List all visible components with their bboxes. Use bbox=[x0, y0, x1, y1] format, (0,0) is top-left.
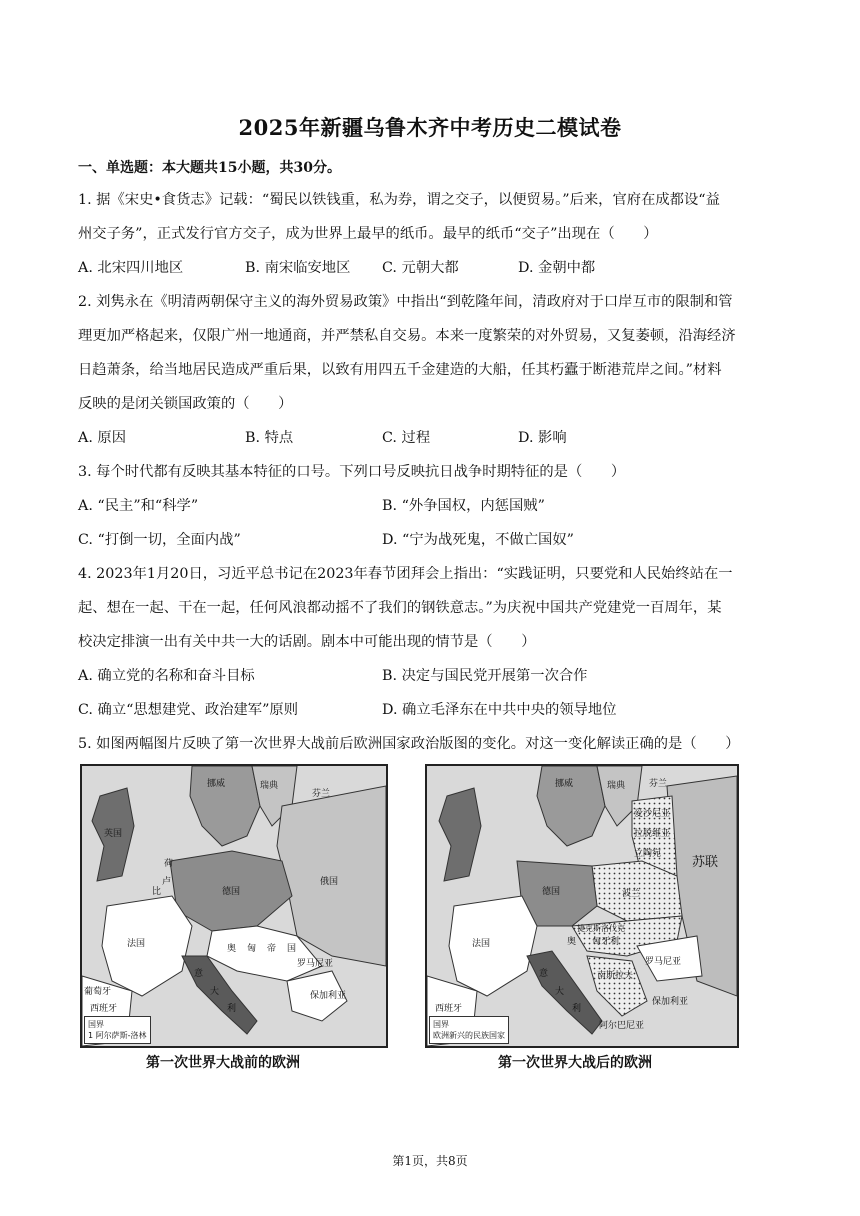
q4-option-d: D. 确立毛泽东在中共中央的领导地位 bbox=[382, 702, 617, 718]
map1-label-uk: 英国 bbox=[104, 829, 123, 839]
page-title: 2025年新疆乌鲁木齐中考历史二模试卷 bbox=[238, 115, 622, 140]
q1-option-a: A. 北宋四川地区 bbox=[78, 260, 184, 276]
q1-option-b: B. 南宋临安地区 bbox=[245, 260, 351, 276]
map2-label-finland: 芬兰 bbox=[649, 779, 668, 789]
section-heading: 一、单选题：本大题共15小题，共30分。 bbox=[78, 160, 341, 176]
map2-caption: 第一次世界大战后的欧洲 bbox=[498, 1055, 652, 1071]
map1-label-sweden: 瑞典 bbox=[260, 781, 279, 791]
map2-label-hungary: 匈牙利 bbox=[592, 937, 620, 947]
map2-label-albania: 阿尔巴尼亚 bbox=[599, 1021, 645, 1031]
map1-label-au-1: 奥 bbox=[227, 944, 237, 954]
map2-label-latvia: 拉脱维亚 bbox=[634, 829, 671, 839]
map2-label-spain: 西班牙 bbox=[435, 1004, 463, 1014]
q4-option-c: C. 确立“思想建党、政治建军”原则 bbox=[78, 702, 298, 718]
q2-option-d: D. 影响 bbox=[518, 430, 567, 446]
map1-label-au-2: 匈 bbox=[247, 944, 257, 954]
q4-option-b: B. 决定与国民党开展第一次合作 bbox=[382, 668, 588, 684]
map1-label-italy-3: 利 bbox=[227, 1004, 237, 1014]
map1-label-romania: 罗马尼亚 bbox=[297, 959, 334, 969]
q4-line-3: 校决定排演一出有关中共一大的话剧。剧本中可能出现的情节是（ ） bbox=[78, 634, 536, 650]
map2-label-estonia: 爱沙尼亚 bbox=[634, 809, 671, 819]
q5-line-1: 5. 如图两幅图片反映了第一次世界大战前后欧洲国家政治版图的变化。对这一变化解读正确的是（ ） bbox=[78, 736, 740, 752]
q2-option-c: C. 过程 bbox=[382, 430, 431, 446]
q2-option-a: A. 原因 bbox=[78, 430, 127, 446]
map1-legend-alsace: 1 阿尔萨斯-洛林 bbox=[88, 1031, 147, 1040]
map2-legend-new-states: 欧洲新兴的民族国家 bbox=[433, 1031, 505, 1040]
q1-option-d: D. 金朝中都 bbox=[518, 260, 596, 276]
map2-label-norway: 挪威 bbox=[555, 779, 574, 789]
q3-option-d: D. “宁为战死鬼，不做亡国奴” bbox=[382, 532, 574, 548]
q2-line-1: 2. 刘隽永在《明清两朝保守主义的海外贸易政策》中指出“到乾隆年间，清政府对于口岸互市的限制和管 bbox=[78, 294, 733, 310]
map1-label-spain: 西班牙 bbox=[90, 1004, 118, 1014]
map2-label-austria: 奥 bbox=[567, 937, 577, 947]
map1-caption: 第一次世界大战前的欧洲 bbox=[146, 1055, 300, 1071]
map1-label-germany: 德国 bbox=[222, 887, 241, 897]
q3-option-c: C. “打倒一切，全面内战” bbox=[78, 532, 241, 548]
map2-label-ussr: 苏联 bbox=[692, 855, 719, 870]
q4-line-1: 4. 2023年1月20日，习近平总书记在2023年春节团拜会上指出：“实践证明，只要党和人民始终站在一 bbox=[78, 566, 733, 582]
map1-label-finland: 芬兰 bbox=[312, 789, 331, 799]
map1-label-au-3: 帝 bbox=[267, 944, 277, 954]
map1-label-be: 比 bbox=[152, 887, 162, 897]
map1-label-lu: 卢 bbox=[162, 877, 172, 887]
q1-line-1: 1. 据《宋史•食货志》记载：“蜀民以铁钱重，私为券，谓之交子，以便贸易。”后来，官府在成都设“益 bbox=[78, 192, 720, 208]
map2-label-italy-3: 利 bbox=[572, 1004, 582, 1014]
q3-line-1: 3. 每个时代都有反映其基本特征的口号。下列口号反映抗日战争时期特征的是（ ） bbox=[78, 464, 626, 480]
map2-label-italy-1: 意 bbox=[539, 969, 549, 979]
map1-label-norway: 挪威 bbox=[207, 779, 226, 789]
map1-label-france: 法国 bbox=[127, 939, 146, 949]
map2-label-czechoslovakia: 捷克斯洛伐克 bbox=[577, 924, 625, 933]
map-europe-after-wwi bbox=[425, 764, 739, 1048]
map2-label-lithuania: 立陶宛 bbox=[634, 849, 662, 859]
map1-label-nl: 荷 bbox=[164, 859, 174, 869]
map2-legend bbox=[429, 1016, 509, 1044]
map2-label-bulgaria: 保加利亚 bbox=[652, 997, 689, 1007]
page-footer: 第1页，共8页 bbox=[392, 1154, 468, 1168]
map2-label-yugoslavia: 南斯拉夫 bbox=[597, 971, 634, 981]
q4-option-a: A. 确立党的名称和奋斗目标 bbox=[78, 668, 255, 684]
map-europe-before-wwi bbox=[80, 764, 388, 1048]
map1-legend bbox=[84, 1016, 151, 1044]
map1-label-russia: 俄国 bbox=[320, 877, 339, 887]
map2-label-sweden: 瑞典 bbox=[607, 781, 626, 791]
map1-label-italy-1: 意 bbox=[194, 969, 204, 979]
map1-label-portugal: 葡萄牙 bbox=[84, 987, 112, 997]
map2-label-france: 法国 bbox=[472, 939, 491, 949]
q3-option-b: B. “外争国权，内惩国贼” bbox=[382, 498, 545, 514]
q4-line-2: 起、想在一起、干在一起，任何风浪都动摇不了我们的钢铁意志。”为庆祝中国共产党建党一百周年，某 bbox=[78, 600, 722, 616]
map1-label-au-4: 国 bbox=[287, 944, 297, 954]
q1-option-c: C. 元朝大都 bbox=[382, 260, 459, 276]
q2-option-b: B. 特点 bbox=[245, 430, 294, 446]
q2-line-4: 反映的是闭关锁国政策的（ ） bbox=[78, 396, 293, 412]
map2-label-germany: 德国 bbox=[542, 887, 561, 897]
map2-label-italy-2: 大 bbox=[555, 987, 565, 997]
q2-line-2: 理更加严格起来，仅限广州一地通商，并严禁私自交易。本来一度繁荣的对外贸易，又复萎顿，沿海经济 bbox=[78, 328, 736, 344]
q3-option-a: A. “民主”和“科学” bbox=[78, 498, 199, 514]
map2-label-romania: 罗马尼亚 bbox=[645, 957, 682, 967]
map1-label-bulgaria: 保加利亚 bbox=[310, 991, 347, 1001]
map2-legend-border: 国界 bbox=[433, 1020, 449, 1029]
map2-label-poland: 波兰 bbox=[622, 889, 641, 899]
map1-legend-border: 国界 bbox=[88, 1020, 104, 1029]
map1-label-italy-2: 大 bbox=[210, 987, 220, 997]
q2-line-3: 日趋萧条，给当地居民造成严重后果，以致有用四五千金建造的大船，任其朽蠹于断港荒岸之间。”材料 bbox=[78, 362, 722, 378]
q1-line-2: 州交子务”，正式发行官方交子，成为世界上最早的纸币。最早的纸币“交子”出现在（ ） bbox=[78, 226, 658, 242]
